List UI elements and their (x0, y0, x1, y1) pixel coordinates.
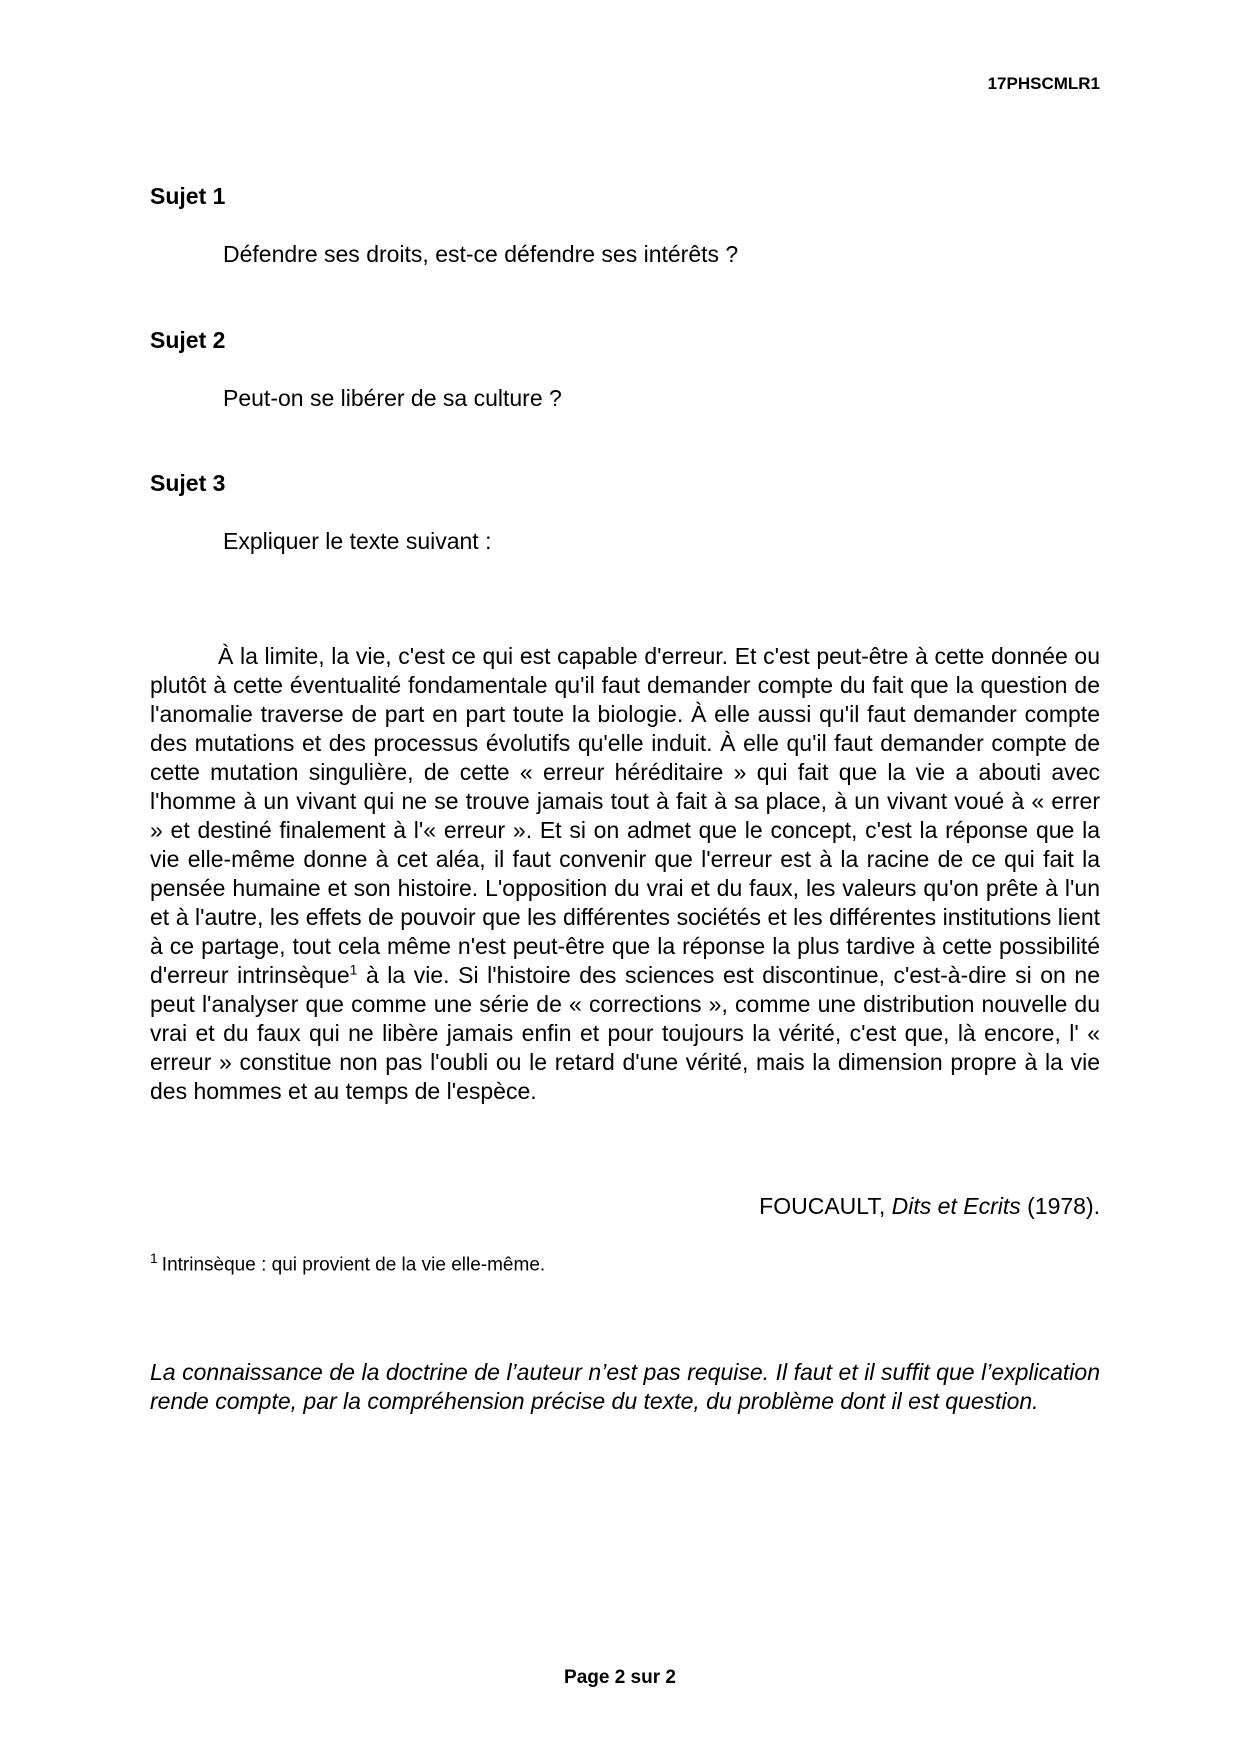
citation-work: Dits et Ecrits (891, 1193, 1021, 1219)
footnote-text: Intrinsèque : qui provient de la vie elle-même. (161, 1254, 546, 1276)
citation (759, 1193, 1100, 1220)
passage-text-start: À la limite, la vie, c'est ce qui est capable d'erreur. Et c'est peut-être à cette donnée ou plutôt à cette éventualité fondamentale qu'il faut demander compte du fait que la question de l'anomalie traverse de part en part toute la biologie. À elle aussi qu'il faut demander compte des mutations et des processus évolutifs qu'elle induit. À elle qu'il faut demander compte de cette mutation singulière, de cette « erreur héréditaire » qui fait que la vie a abouti avec l'homme à un vivant qui ne se trouve jamais tout à fait à sa place, à un vivant voué à « errer » et destiné finalement à l'« erreur ». Et si on admet que le concept, c'est la réponse que la vie elle-même donne à cet aléa, il faut convenir que l'erreur est à la racine de ce qui fait la pensée humaine et son histoire. L'opposition du vrai et du faux, les valeurs qu'on prête à l'un et à l'autre, les effets de pouvoir que les différentes sociétés et les différentes institutions lient à ce partage, tout cela même n'est peut-être que la réponse la plus tardive à cette possibilité d'erreur intrinsèque (150, 643, 1100, 988)
subject-3-heading: Sujet 3 (150, 470, 226, 496)
subject-1-heading: Sujet 1 (150, 183, 226, 209)
citation-year: (1978). (1027, 1193, 1100, 1219)
footnote-reference: 1 (349, 961, 358, 978)
passage-text-end: à la vie. Si l'histoire des sciences est discontinue, c'est-à-dire si on ne peut l'analyser que comme une série de « corrections », comme une distribution nouvelle du vrai et du faux qui ne libère jamais enfin et pour toujours la vérité, c'est que, là encore, l' « erreur » constitue non pas l'oubli ou le retard d'une vérité, mais la dimension propre à la vie des hommes et au temps de l'espèce. (150, 962, 1100, 1104)
footnote (150, 1250, 545, 1276)
instruction-note: La connaissance de la doctrine de l’auteur n’est pas requise. Il faut et il suffit que l’explication rende compte, par la compréhension précise du texte, du problème dont il est question. (150, 1359, 1100, 1414)
foucault-passage (150, 642, 1100, 1106)
citation-author: FOUCAULT, (759, 1193, 886, 1219)
page-number: Page 2 sur 2 (564, 1667, 676, 1688)
subject-3-question: Expliquer le texte suivant : (223, 528, 492, 554)
document-code: 17PHSCMLR1 (987, 74, 1100, 93)
footnote-marker: 1 (150, 1250, 158, 1266)
subject-1-question: Défendre ses droits, est-ce défendre ses intérêts ? (223, 241, 739, 267)
subject-2-question: Peut-on se libérer de sa culture ? (223, 385, 562, 411)
subject-2-heading: Sujet 2 (150, 327, 226, 353)
